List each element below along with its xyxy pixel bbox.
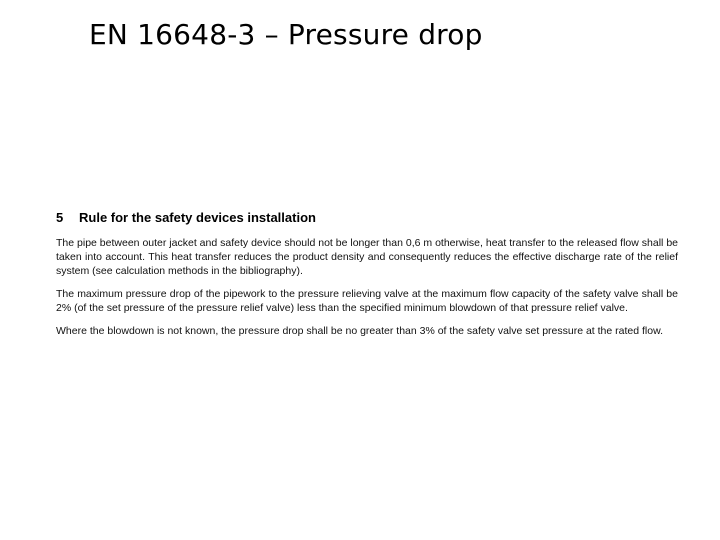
paragraph-unknown-blowdown: Where the blowdown is not known, the pressure drop shall be no greater than 3% of the safety valve set pressure at the rated flow. xyxy=(56,325,664,337)
section-heading xyxy=(56,210,678,226)
paragraph-pipe-length: The pipe between outer jacket and safety device should not be longer than 0,6 m otherwise, heat transfer to the released flow shall be taken into account. This heat transfer reduces the product density and consequently reduces the effective discharge rate of the relief system (see calculation methods in the bibliography). xyxy=(56,237,678,277)
standard-excerpt xyxy=(56,210,678,347)
section-title: Rule for the safety devices installation xyxy=(79,210,316,225)
slide-title: EN 16648-3 – Pressure drop xyxy=(89,18,483,51)
section-number: 5 xyxy=(56,210,64,225)
paragraph-max-pressure-drop: The maximum pressure drop of the pipework to the pressure relieving valve at the maximum flow capacity of the safety valve shall be 2% (of the set pressure of the pressure relief valve) less than the specified minimum blowdown of that pressure relief valve. xyxy=(56,288,678,314)
